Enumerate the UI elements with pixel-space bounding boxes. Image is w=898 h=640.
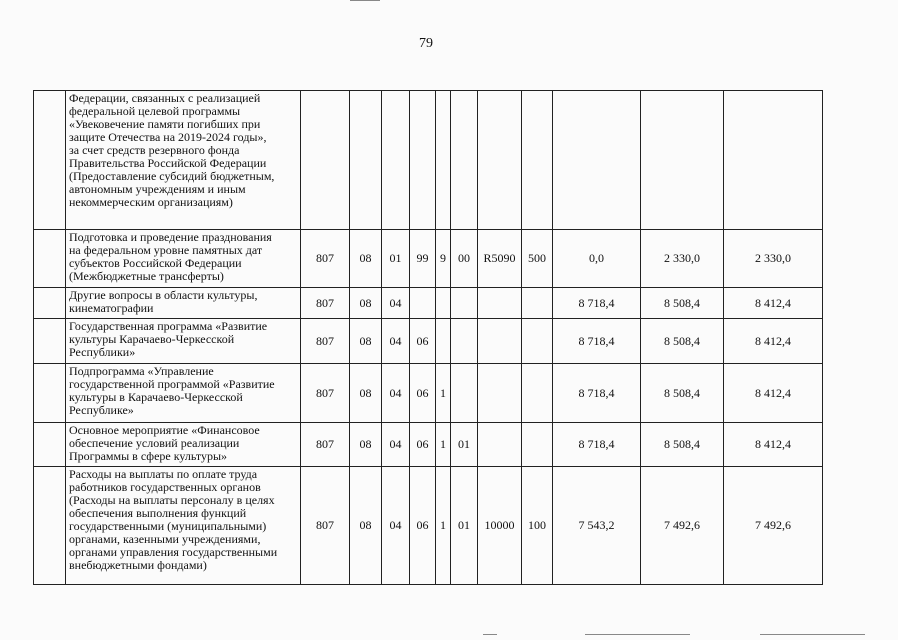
amount-year-1-cell: 8 718,4 bbox=[553, 288, 641, 319]
page-number: 79 bbox=[419, 36, 433, 51]
amount-year-1-cell bbox=[553, 91, 641, 230]
item-name-cell: Подготовка и проведение празднования на федеральном уровне памятных дат субъектов Российской Федерации (Межбюджетные трансферты) bbox=[66, 230, 301, 288]
item-name-cell: Основное мероприятие «Финансовое обеспечение условий реализации Программы в сфере культуры» bbox=[66, 423, 301, 467]
item-name-cell: Расходы на выплаты по оплате труда работников государственных органов (Расходы на выплаты персоналу в целях обеспечения выполнения функций государственными (муниципальными) органами, казенными учреждениями, органами управления государственными внебюджетными фондами) bbox=[66, 467, 301, 585]
code-podrazdel-cell: 04 bbox=[382, 364, 410, 423]
code-podrazdel-cell: 04 bbox=[382, 319, 410, 364]
code-napravlenie-cell: 10000 bbox=[478, 467, 522, 585]
code-vid-rashodov-cell bbox=[522, 364, 553, 423]
table-row bbox=[34, 423, 823, 467]
code-napravlenie-cell bbox=[478, 288, 522, 319]
code-vid-rashodov-cell bbox=[522, 288, 553, 319]
code-podprogramma-cell: 1 bbox=[436, 467, 451, 585]
amount-year-3-cell: 8 412,4 bbox=[724, 364, 823, 423]
code-meropriyatie-cell bbox=[451, 364, 478, 423]
code-razdel-cell: 08 bbox=[350, 467, 382, 585]
amount-year-2-cell: 8 508,4 bbox=[641, 364, 724, 423]
row-number-cell bbox=[34, 364, 66, 423]
code-razdel-cell: 08 bbox=[350, 423, 382, 467]
amount-year-1-cell: 8 718,4 bbox=[553, 319, 641, 364]
code-podprogramma-cell bbox=[436, 319, 451, 364]
decorative-rule bbox=[585, 634, 690, 635]
code-razdel-cell: 08 bbox=[350, 364, 382, 423]
amount-year-1-cell: 0,0 bbox=[553, 230, 641, 288]
decorative-rule bbox=[483, 634, 497, 635]
table-row bbox=[34, 319, 823, 364]
code-napravlenie-cell bbox=[478, 91, 522, 230]
code-ved-cell: 807 bbox=[301, 467, 350, 585]
table-row bbox=[34, 364, 823, 423]
amount-year-2-cell: 2 330,0 bbox=[641, 230, 724, 288]
row-number-cell bbox=[34, 467, 66, 585]
item-name-cell: Государственная программа «Развитие культуры Карачаево-Черкесской Республики» bbox=[66, 319, 301, 364]
amount-year-2-cell: 7 492,6 bbox=[641, 467, 724, 585]
code-ved-cell: 807 bbox=[301, 230, 350, 288]
code-podprogramma-cell: 9 bbox=[436, 230, 451, 288]
code-programma-cell bbox=[410, 91, 436, 230]
table-row bbox=[34, 230, 823, 288]
row-number-cell bbox=[34, 319, 66, 364]
decorative-rule bbox=[760, 634, 865, 635]
row-number-cell bbox=[34, 230, 66, 288]
table-row bbox=[34, 288, 823, 319]
code-vid-rashodov-cell bbox=[522, 423, 553, 467]
code-podprogramma-cell: 1 bbox=[436, 423, 451, 467]
code-podrazdel-cell: 04 bbox=[382, 423, 410, 467]
amount-year-3-cell: 7 492,6 bbox=[724, 467, 823, 585]
item-name-cell: Другие вопросы в области культуры, кинематографии bbox=[66, 288, 301, 319]
code-programma-cell: 06 bbox=[410, 364, 436, 423]
code-napravlenie-cell: R5090 bbox=[478, 230, 522, 288]
code-podprogramma-cell bbox=[436, 91, 451, 230]
table-row bbox=[34, 91, 823, 230]
code-razdel-cell bbox=[350, 91, 382, 230]
amount-year-2-cell: 8 508,4 bbox=[641, 288, 724, 319]
code-vid-rashodov-cell: 100 bbox=[522, 467, 553, 585]
code-podrazdel-cell: 04 bbox=[382, 288, 410, 319]
amount-year-2-cell: 8 508,4 bbox=[641, 319, 724, 364]
code-meropriyatie-cell bbox=[451, 288, 478, 319]
code-ved-cell: 807 bbox=[301, 288, 350, 319]
code-meropriyatie-cell: 01 bbox=[451, 467, 478, 585]
code-podrazdel-cell bbox=[382, 91, 410, 230]
code-podprogramma-cell: 1 bbox=[436, 364, 451, 423]
code-napravlenie-cell bbox=[478, 319, 522, 364]
code-meropriyatie-cell: 00 bbox=[451, 230, 478, 288]
amount-year-2-cell: 8 508,4 bbox=[641, 423, 724, 467]
amount-year-1-cell: 7 543,2 bbox=[553, 467, 641, 585]
code-vid-rashodov-cell bbox=[522, 91, 553, 230]
code-napravlenie-cell bbox=[478, 364, 522, 423]
amount-year-1-cell: 8 718,4 bbox=[553, 423, 641, 467]
code-ved-cell: 807 bbox=[301, 364, 350, 423]
code-razdel-cell: 08 bbox=[350, 288, 382, 319]
code-programma-cell: 06 bbox=[410, 423, 436, 467]
code-programma-cell: 06 bbox=[410, 467, 436, 585]
row-number-cell bbox=[34, 423, 66, 467]
row-number-cell bbox=[34, 91, 66, 230]
budget-table bbox=[33, 90, 823, 585]
item-name-cell: Федерации, связанных с реализацией федеральной целевой программы «Увековечение памяти погибших при защите Отечества на 2019-2024 годы», за счет средств резервного фонда Правительства Российской Федерации (Предоставление субсидий бюджетным, автономным учреждениям и иным некоммерческим организациям) bbox=[66, 91, 301, 230]
code-podrazdel-cell: 01 bbox=[382, 230, 410, 288]
budget-table-body bbox=[34, 91, 823, 585]
code-napravlenie-cell bbox=[478, 423, 522, 467]
code-meropriyatie-cell: 01 bbox=[451, 423, 478, 467]
code-razdel-cell: 08 bbox=[350, 230, 382, 288]
amount-year-3-cell: 8 412,4 bbox=[724, 288, 823, 319]
code-programma-cell: 99 bbox=[410, 230, 436, 288]
code-vid-rashodov-cell: 500 bbox=[522, 230, 553, 288]
code-programma-cell bbox=[410, 288, 436, 319]
amount-year-1-cell: 8 718,4 bbox=[553, 364, 641, 423]
amount-year-3-cell: 8 412,4 bbox=[724, 319, 823, 364]
code-meropriyatie-cell bbox=[451, 319, 478, 364]
row-number-cell bbox=[34, 288, 66, 319]
amount-year-2-cell bbox=[641, 91, 724, 230]
code-ved-cell bbox=[301, 91, 350, 230]
code-programma-cell: 06 bbox=[410, 319, 436, 364]
code-ved-cell: 807 bbox=[301, 423, 350, 467]
code-meropriyatie-cell bbox=[451, 91, 478, 230]
item-name-cell: Подпрограмма «Управление государственной программой «Развитие культуры в Карачаево-Черкесской Республике» bbox=[66, 364, 301, 423]
amount-year-3-cell: 8 412,4 bbox=[724, 423, 823, 467]
code-podprogramma-cell bbox=[436, 288, 451, 319]
amount-year-3-cell: 2 330,0 bbox=[724, 230, 823, 288]
code-podrazdel-cell: 04 bbox=[382, 467, 410, 585]
code-vid-rashodov-cell bbox=[522, 319, 553, 364]
amount-year-3-cell bbox=[724, 91, 823, 230]
decorative-rule bbox=[350, 0, 380, 1]
code-razdel-cell: 08 bbox=[350, 319, 382, 364]
table-row bbox=[34, 467, 823, 585]
code-ved-cell: 807 bbox=[301, 319, 350, 364]
